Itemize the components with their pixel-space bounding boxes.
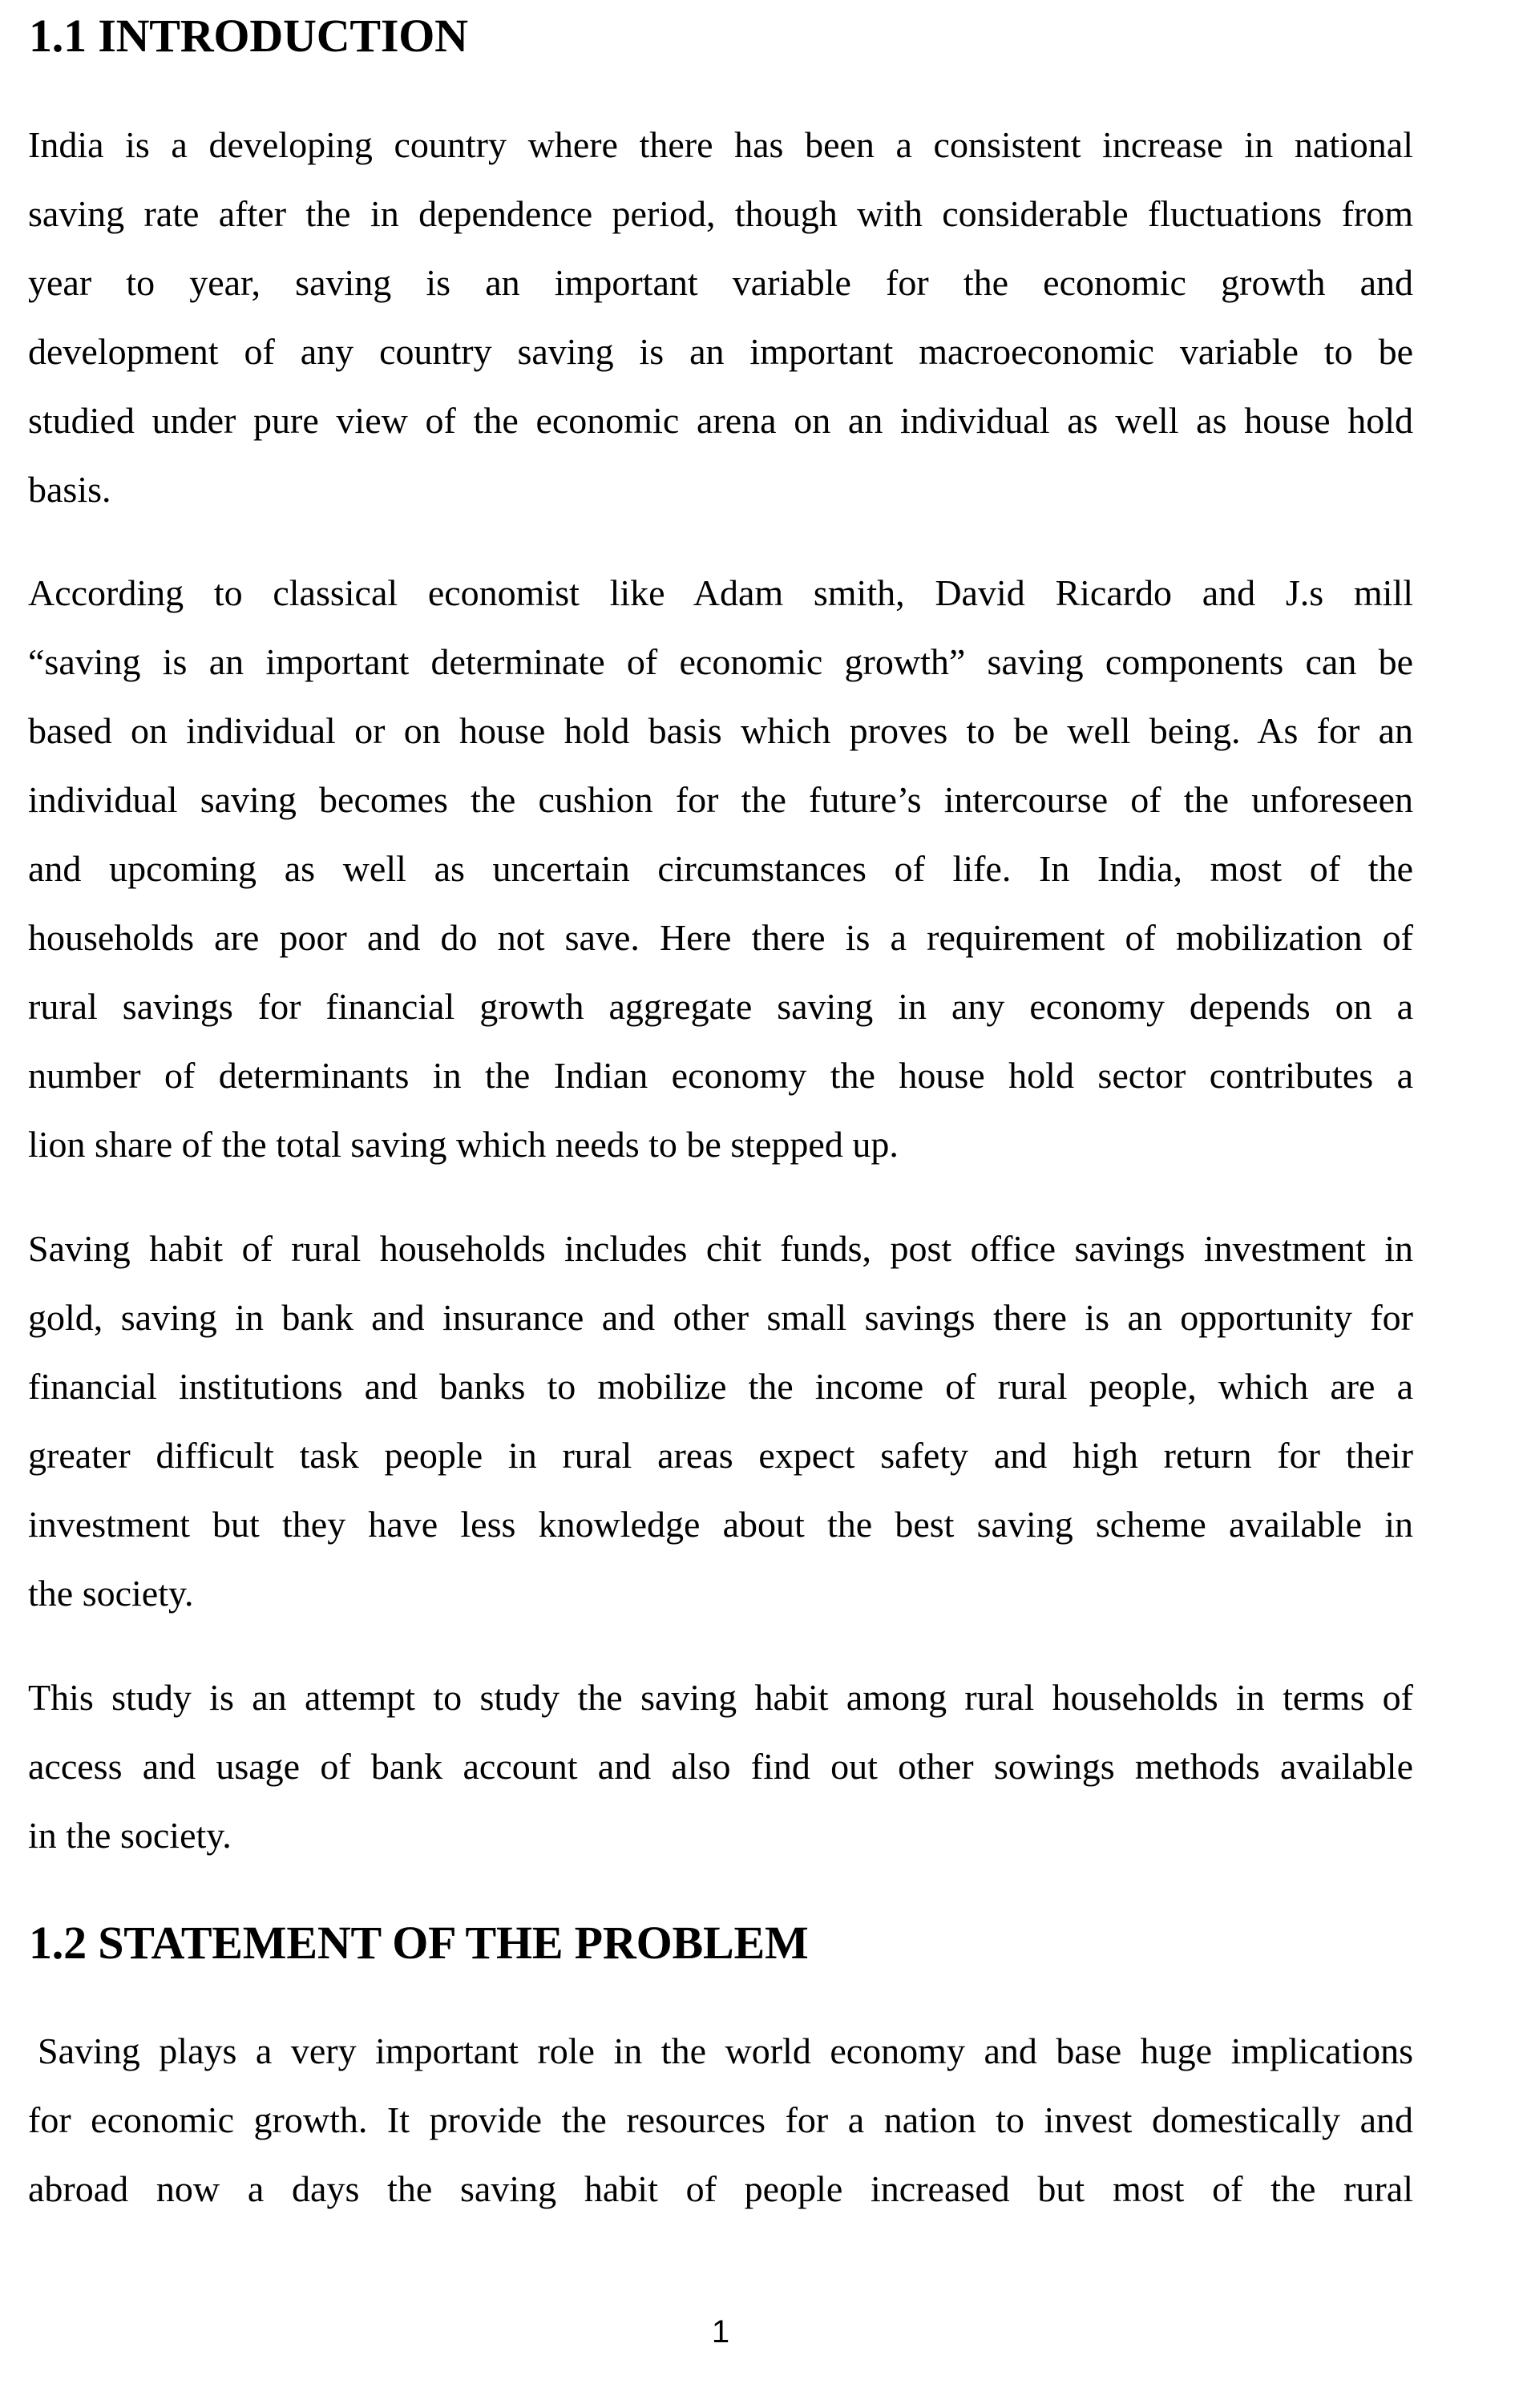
text-line: Saving habit of rural households includes chit funds, post office savings investment in xyxy=(28,1228,1413,1269)
text-line: in the society. xyxy=(28,1815,232,1856)
text-line: development of any country saving is an important macroeconomic variable to be xyxy=(28,331,1413,372)
text-line: rural savings for financial growth aggregate saving in any economy depends on a xyxy=(28,986,1413,1027)
text-line: According to classical economist like Adam smith, David Ricardo and J.s mill xyxy=(28,572,1413,613)
text-line: individual saving becomes the cushion for the future’s intercourse of the unforeseen xyxy=(28,779,1413,820)
page-number: 1 xyxy=(711,2314,730,2349)
text-line: gold, saving in bank and insurance and other small savings there is an opportunity for xyxy=(28,1297,1413,1338)
text-line: greater difficult task people in rural areas expect safety and high return for their xyxy=(28,1435,1413,1476)
paragraph-statement-1 xyxy=(28,2017,1413,2224)
text-line: access and usage of bank account and also find out other sowings methods available xyxy=(28,1746,1413,1787)
section-heading-statement-of-problem: 1.2 STATEMENT OF THE PROBLEM xyxy=(29,1917,809,1969)
text-line: studied under pure view of the economic arena on an individual as well as house hold xyxy=(28,400,1413,441)
text-line: number of determinants in the Indian economy the house hold sector contributes a xyxy=(28,1055,1413,1096)
text-line: abroad now a days the saving habit of people increased but most of the rural xyxy=(28,2168,1413,2209)
text-line: investment but they have less knowledge about the best saving scheme available in xyxy=(28,1504,1413,1545)
paragraph-introduction-4 xyxy=(28,1663,1413,1870)
text-line: and upcoming as well as uncertain circumstances of life. In India, most of the xyxy=(28,848,1413,889)
paragraph-introduction-2 xyxy=(28,559,1413,1179)
text-line: This study is an attempt to study the saving habit among rural households in terms of xyxy=(28,1677,1413,1718)
text-line: households are poor and do not save. Here there is a requirement of mobilization of xyxy=(28,917,1413,958)
text-line: “saving is an important determinate of economic growth” saving components can be xyxy=(28,641,1413,682)
text-line: Saving plays a very important role in the world economy and base huge implications xyxy=(38,2030,1413,2071)
text-line: based on individual or on house hold basis which proves to be well being. As for an xyxy=(28,710,1413,751)
text-line: lion share of the total saving which needs to be stepped up. xyxy=(28,1124,899,1165)
text-line: India is a developing country where there has been a consistent increase in national xyxy=(28,124,1413,165)
text-line: financial institutions and banks to mobilize the income of rural people, which are a xyxy=(28,1366,1413,1407)
paragraph-introduction-1 xyxy=(28,111,1413,524)
text-line: basis. xyxy=(28,469,111,510)
text-line: year to year, saving is an important variable for the economic growth and xyxy=(28,262,1413,303)
section-heading-introduction: 1.1 INTRODUCTION xyxy=(29,10,468,62)
paragraph-introduction-3 xyxy=(28,1214,1413,1628)
text-line: for economic growth. It provide the resources for a nation to invest domestically and xyxy=(28,2099,1413,2140)
text-line: saving rate after the in dependence period, though with considerable fluctuations from xyxy=(28,193,1413,234)
text-line: the society. xyxy=(28,1573,194,1614)
